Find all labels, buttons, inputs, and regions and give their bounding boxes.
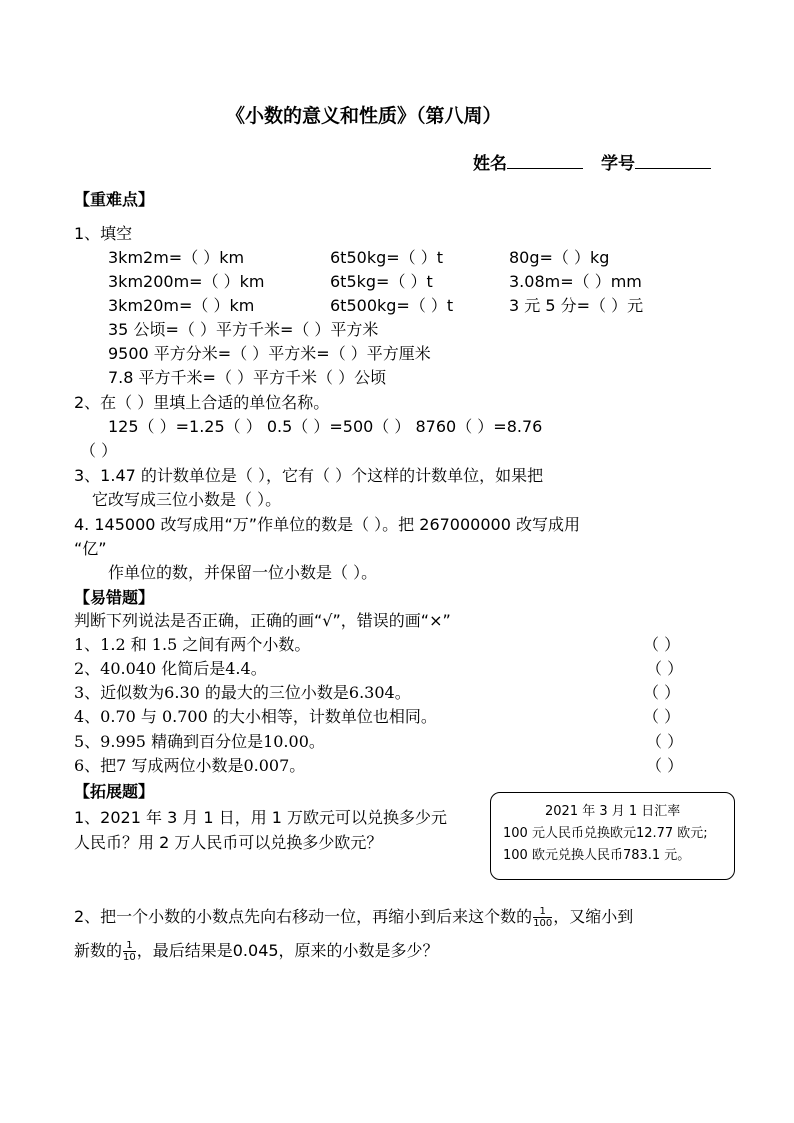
section-extension: 【拓展题】 <box>74 782 155 801</box>
q1-item: 3km200m=（ ）km <box>108 272 265 291</box>
fraction <box>123 940 136 963</box>
q1-item: 6t50kg=（ ）t <box>330 248 444 267</box>
q1-item: 3km2m=（ ）km <box>108 248 245 267</box>
fraction-numerator: 1 <box>533 906 552 918</box>
q4-line: “亿” <box>74 539 107 558</box>
judge-item: 6、把7 写成两位小数是0.007。 <box>74 756 306 775</box>
id-label: 学号 <box>601 154 635 174</box>
q1-item: 3km20m=（ ）km <box>108 296 255 315</box>
q1-item: 35 公顷=（ ）平方千米=（ ）平方米 <box>108 320 379 339</box>
q3-line: 它改写成三位小数是（ ）。 <box>92 490 282 509</box>
q1-heading: 1、填空 <box>74 224 133 243</box>
fraction-numerator: 1 <box>123 940 136 952</box>
fraction <box>533 906 552 929</box>
id-blank <box>635 150 711 169</box>
q2-heading: 2、在（ ）里填上合适的单位名称。 <box>74 393 330 412</box>
q4-line: 4. 145000 改写成用“万”作单位的数是（ ）。把 267000000 改写成用 <box>74 515 580 534</box>
section-error-prone: 【易错题】 <box>74 588 155 607</box>
judge-paren: （ ） <box>646 659 684 678</box>
judge-paren: （ ） <box>646 732 684 751</box>
judge-paren: （ ） <box>646 756 684 775</box>
q2-line: （ ） <box>80 441 118 460</box>
name-blank <box>507 150 583 169</box>
ext2-line <box>74 904 633 930</box>
judge-intro: 判断下列说法是否正确，正确的画“√”，错误的画“×” <box>74 611 451 630</box>
ext2-text: 2、把一个小数的小数点先向右移动一位，再缩小到后来这个数的 <box>74 907 533 926</box>
q1-item: 7.8 平方千米=（ ）平方千米（ ）公顷 <box>108 368 387 387</box>
ext2-text: ，又缩小到 <box>553 907 634 926</box>
judge-paren: （ ） <box>643 635 681 654</box>
rate-box-line: 100 欧元兑换人民币783.1 元。 <box>503 848 691 863</box>
ext2-text: ，最后结果是0.045，原来的小数是多少？ <box>136 941 439 960</box>
q1-item: 9500 平方分米=（ ）平方米=（ ）平方厘米 <box>108 344 431 363</box>
q1-item: 3 元 5 分=（ ）元 <box>509 296 644 315</box>
exchange-rate-box <box>490 792 735 880</box>
name-field <box>473 150 583 174</box>
fraction-denominator: 100 <box>533 918 553 929</box>
q1-item: 6t500kg=（ ）t <box>330 296 454 315</box>
id-field <box>601 150 711 174</box>
judge-item: 3、近似数为6.30 的最大的三位小数是6.304。 <box>74 683 411 702</box>
section-key-points: 【重难点】 <box>74 190 155 209</box>
q3-line: 3、1.47 的计数单位是（ ），它有（ ）个这样的计数单位，如果把 <box>74 466 544 485</box>
judge-item: 2、40.040 化简后是4.4。 <box>74 659 267 678</box>
judge-paren: （ ） <box>643 683 681 702</box>
q4-line: 作单位的数，并保留一位小数是（ ）。 <box>108 563 378 582</box>
page-title: 《小数的意义和性质》（第八周） <box>226 105 502 127</box>
fraction-denominator: 10 <box>123 952 136 963</box>
judge-item: 4、0.70 与 0.700 的大小相等，计数单位也相同。 <box>74 707 437 726</box>
judge-item: 1、1.2 和 1.5 之间有两个小数。 <box>74 635 311 654</box>
ext1-line: 人民币？用 2 万人民币可以兑换多少欧元？ <box>74 833 383 852</box>
q1-item: 6t5kg=（ ）t <box>330 272 433 291</box>
q1-item: 80g=（ ）kg <box>509 248 610 267</box>
ext2-line <box>74 938 439 964</box>
q2-line: 125（ ）=1.25（ ） 0.5（ ）=500（ ） 8760（ ）=8.76 <box>108 417 543 436</box>
judge-item: 5、9.995 精确到百分位是10.00。 <box>74 732 325 751</box>
name-label: 姓名 <box>473 154 507 174</box>
judge-paren: （ ） <box>643 707 681 726</box>
rate-box-line: 2021 年 3 月 1 日汇率 <box>545 804 681 819</box>
rate-box-line: 100 元人民币兑换欧元12.77 欧元; <box>503 826 708 841</box>
q1-item: 3.08m=（ ）mm <box>509 272 642 291</box>
ext2-text: 新数的 <box>74 941 123 960</box>
ext1-line: 1、2021 年 3 月 1 日，用 1 万欧元可以兑换多少元 <box>74 808 448 827</box>
